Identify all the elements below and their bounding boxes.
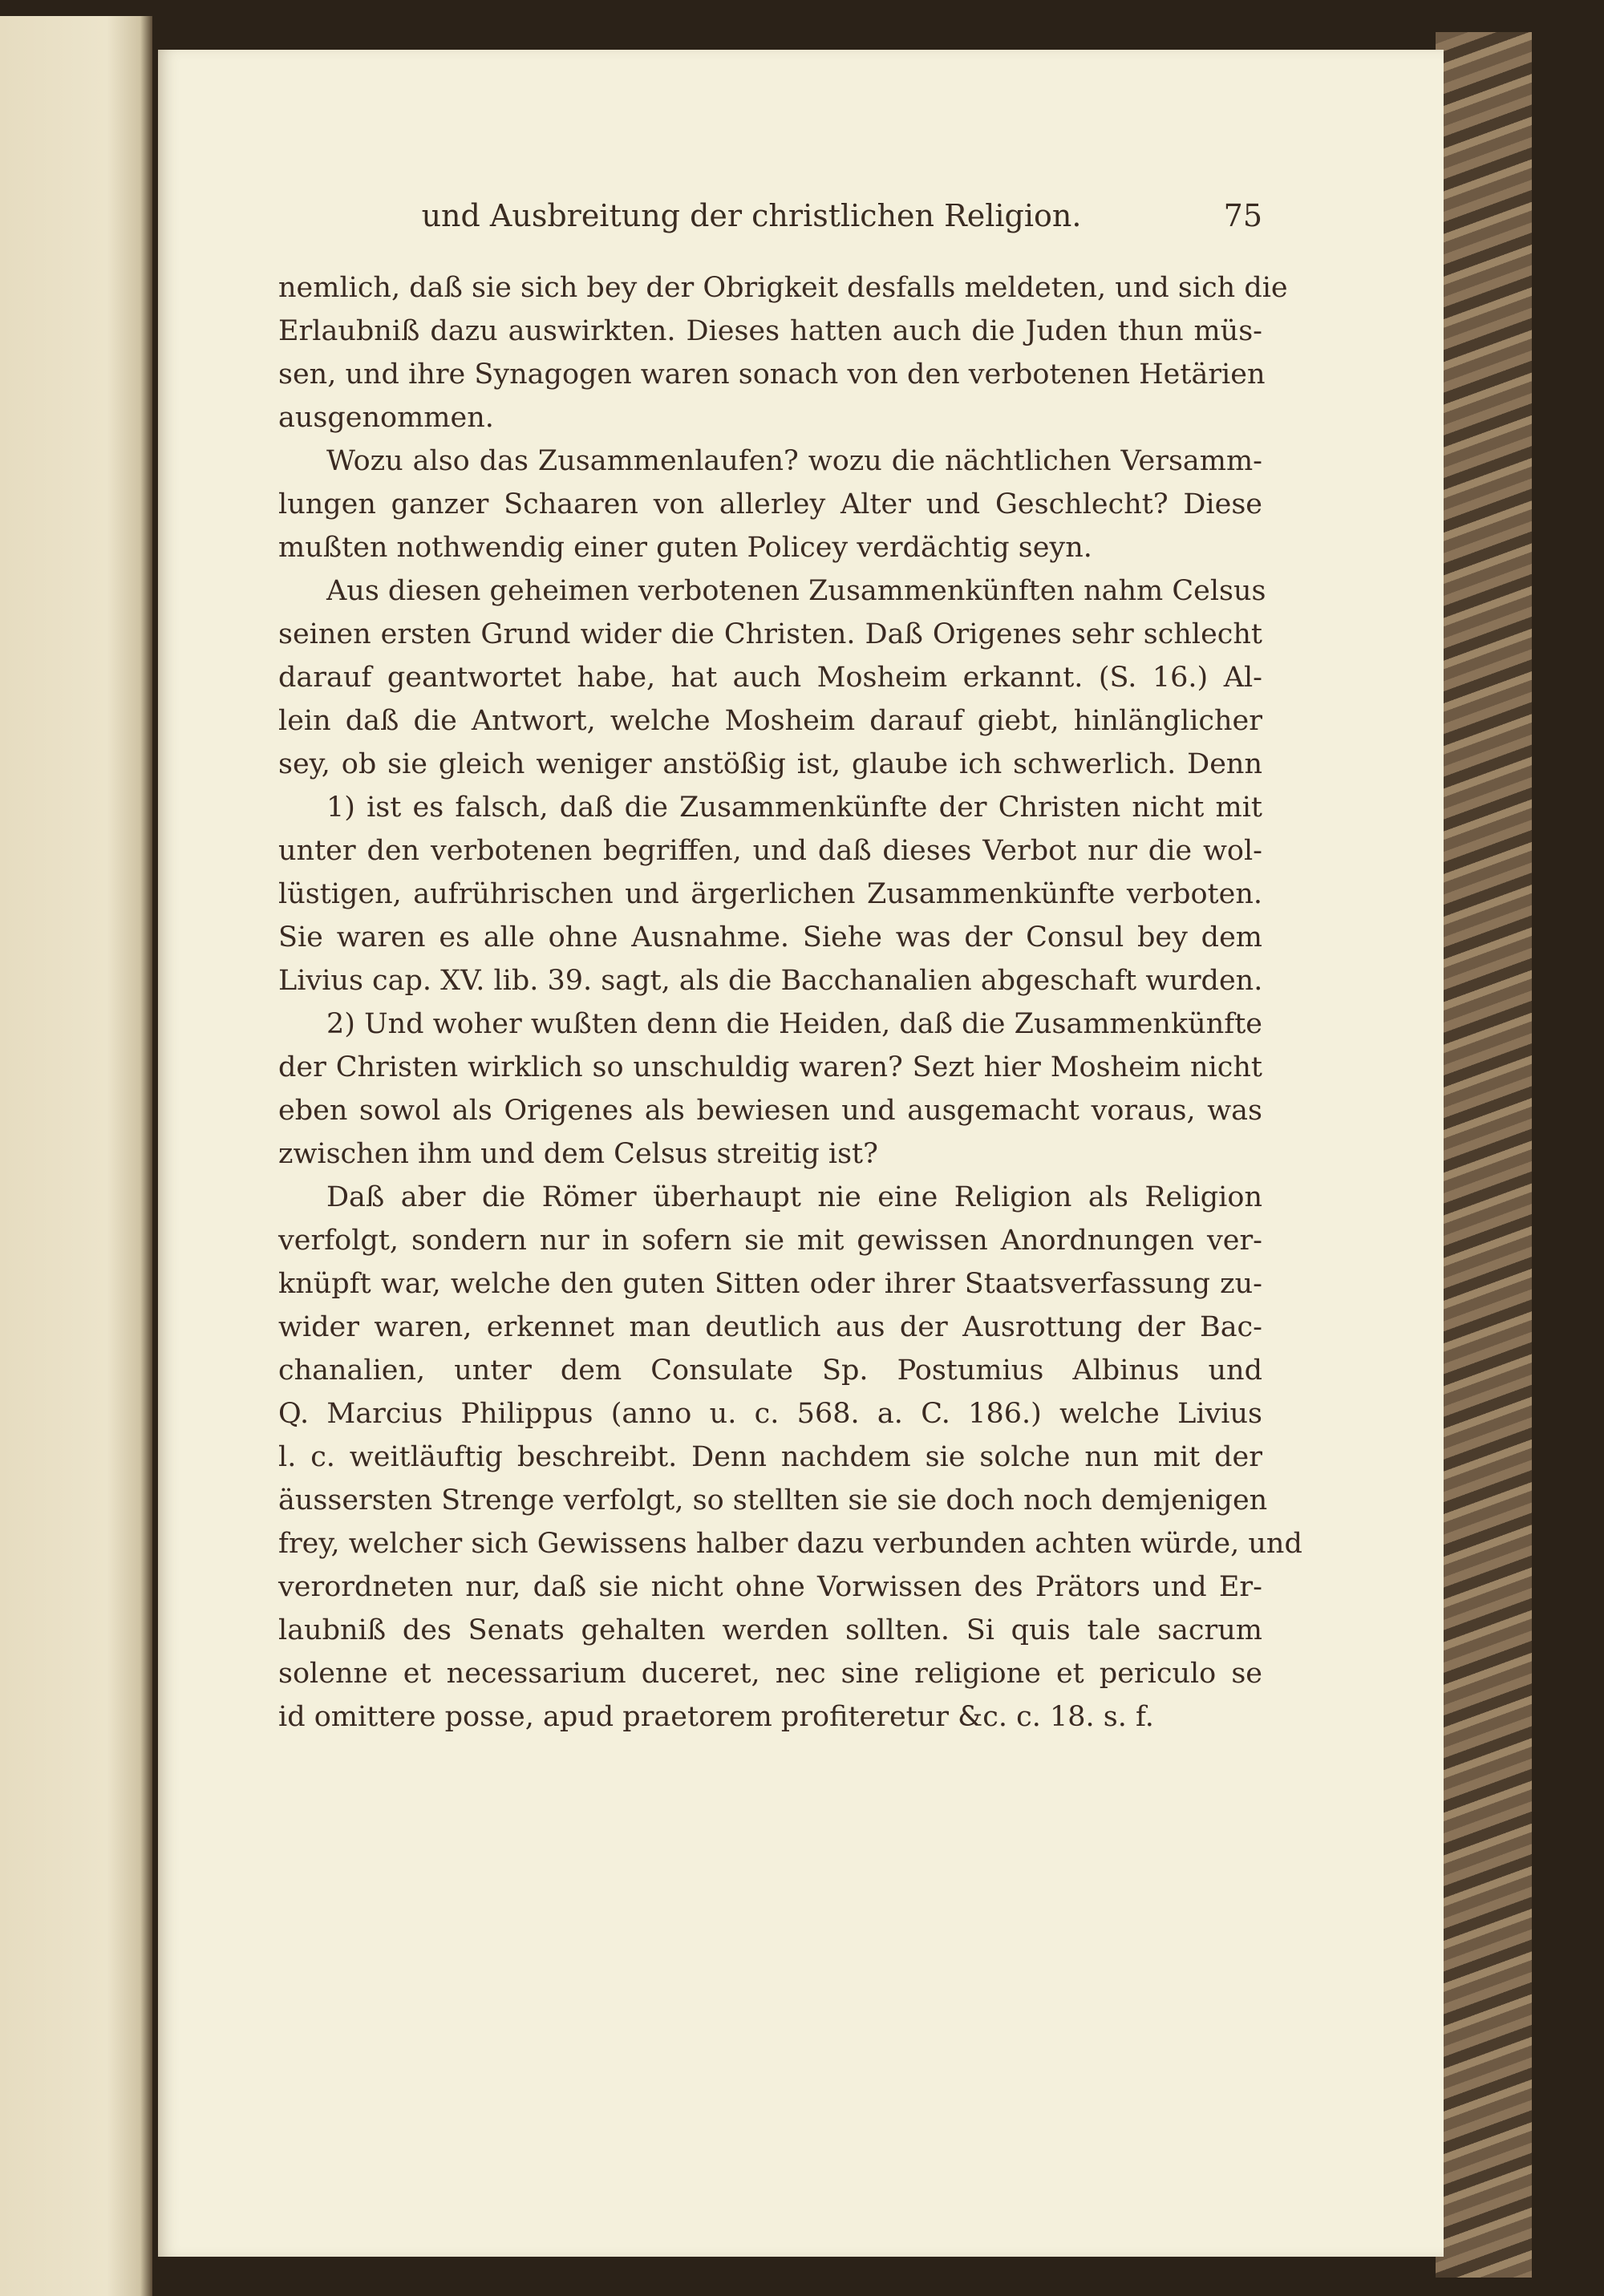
text-line: zwischen ihm und dem Celsus streitig ist? xyxy=(278,1138,878,1170)
text-line: solenne et necessarium duceret, nec sine religione et periculo se xyxy=(278,1658,1262,1690)
marbled-cover-edge xyxy=(1436,32,1532,2278)
text-line: Q. Marcius Philippus (anno u. c. 568. a. C. 186.) welche Livius xyxy=(278,1398,1262,1430)
running-title: und Ausbreitung der christlichen Religion. xyxy=(421,198,1082,233)
text-line: Livius cap. XV. lib. 39. sagt, als die Bacchanalien abgeschaft wurden. xyxy=(278,965,1263,997)
text-line: knüpft war, welche den guten Sitten oder ihrer Staatsverfassung zu- xyxy=(278,1268,1262,1300)
text-line: lungen ganzer Schaaren von allerley Alter und Geschlecht? Diese xyxy=(278,488,1262,520)
body-text xyxy=(278,266,1302,1739)
text-line: unter den verbotenen begriffen, und daß dieses Verbot nur die wol- xyxy=(278,835,1262,867)
text-line: 1) ist es falsch, daß die Zusammenkünfte der Christen nicht mit xyxy=(326,792,1262,824)
text-line: Wozu also das Zusammenlaufen? wozu die nächtlichen Versamm- xyxy=(326,445,1262,477)
text-line: Daß aber die Römer überhaupt nie eine Religion als Religion xyxy=(326,1181,1262,1213)
left-page-edge xyxy=(0,16,152,2296)
page-number: 75 xyxy=(1223,198,1262,233)
text-line: darauf geantwortet habe, hat auch Mosheim erkannt. (S. 16.) Al- xyxy=(278,662,1262,694)
text-line: sen, und ihre Synagogen waren sonach von den verbotenen Hetärien xyxy=(278,358,1266,391)
text-line: seinen ersten Grund wider die Christen. Daß Origenes sehr schlecht xyxy=(278,618,1262,650)
text-line: wider waren, erkennet man deutlich aus der Ausrottung der Bac- xyxy=(278,1311,1262,1343)
text-line: frey, welcher sich Gewissens halber dazu verbunden achten würde, und xyxy=(278,1528,1302,1560)
text-line: sey, ob sie gleich weniger anstößig ist, glaube ich schwerlich. Denn xyxy=(278,748,1262,780)
text-line: verfolgt, sondern nur in sofern sie mit gewissen Anordnungen ver- xyxy=(278,1225,1262,1257)
text-line: ausgenommen. xyxy=(278,402,494,434)
text-line: id omittere posse, apud praetorem profiteretur &c. c. 18. s. f. xyxy=(278,1701,1154,1733)
text-line: Sie waren es alle ohne Ausnahme. Siehe was der Consul bey dem xyxy=(278,921,1262,954)
page-header xyxy=(278,198,1262,246)
book-page xyxy=(158,50,1444,2257)
text-line: 2) Und woher wußten denn die Heiden, daß die Zusammenkünfte xyxy=(326,1008,1262,1040)
text-line: mußten nothwendig einer guten Policey verdächtig seyn. xyxy=(278,532,1092,564)
text-line: äussersten Strenge verfolgt, so stellten sie sie doch noch demjenigen xyxy=(278,1484,1268,1516)
text-line: der Christen wirklich so unschuldig waren? Sezt hier Mosheim nicht xyxy=(278,1051,1262,1083)
text-line: chanalien, unter dem Consulate Sp. Postumius Albinus und xyxy=(278,1355,1262,1387)
text-line: nemlich, daß sie sich bey der Obrigkeit desfalls meldeten, und sich die xyxy=(278,272,1288,304)
text-line: lein daß die Antwort, welche Mosheim darauf giebt, hinlänglicher xyxy=(278,705,1262,737)
text-line: verordneten nur, daß sie nicht ohne Vorwissen des Prätors und Er- xyxy=(278,1571,1262,1603)
text-line: Erlaubniß dazu auswirkten. Dieses hatten auch die Juden thun müs- xyxy=(278,315,1262,347)
text-line: laubniß des Senats gehalten werden sollten. Si quis tale sacrum xyxy=(278,1614,1262,1646)
text-line: eben sowol als Origenes als bewiesen und ausgemacht voraus, was xyxy=(278,1095,1262,1127)
text-line: lüstigen, aufrührischen und ärgerlichen Zusammenkünfte verboten. xyxy=(278,878,1262,910)
text-line: l. c. weitläuftig beschreibt. Denn nachdem sie solche nun mit der xyxy=(278,1441,1262,1473)
text-line: Aus diesen geheimen verbotenen Zusammenkünften nahm Celsus xyxy=(326,575,1266,607)
